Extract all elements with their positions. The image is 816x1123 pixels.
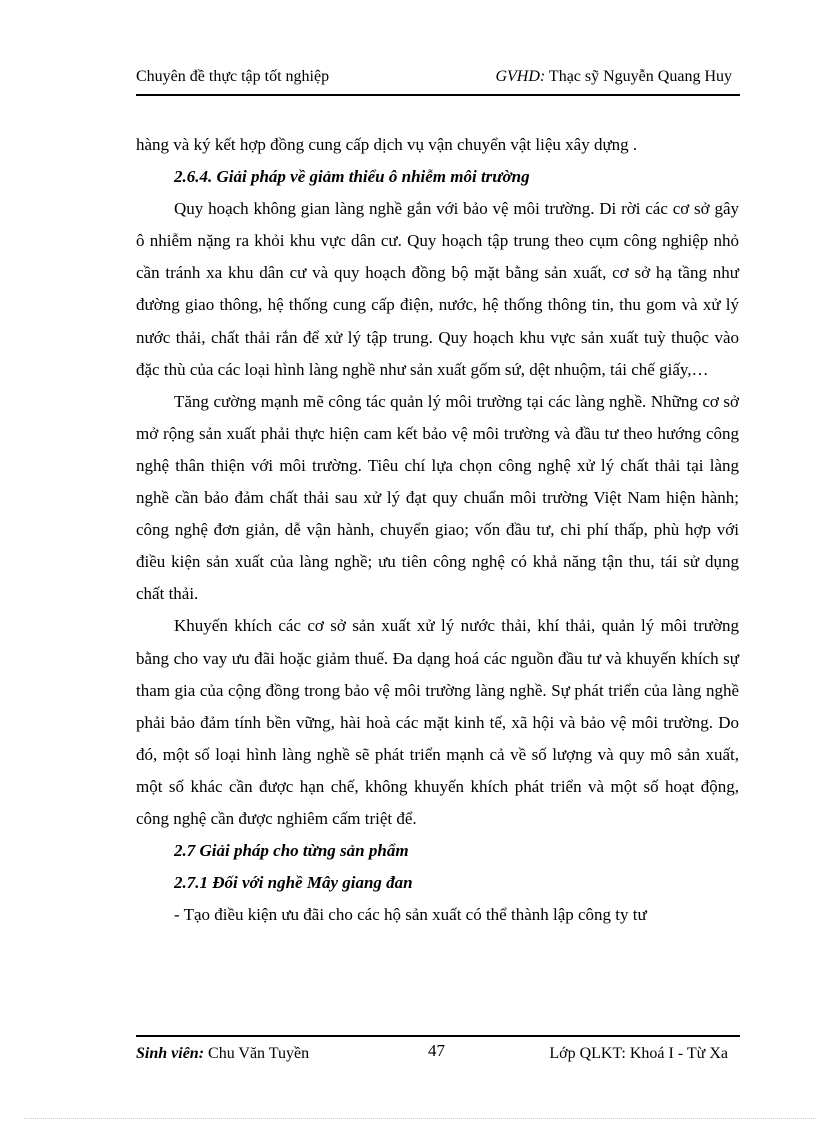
paragraph-bullet: - Tạo điều kiện ưu đãi cho các hộ sản xuất có thể thành lập công ty tư — [174, 905, 647, 925]
paragraph-intro: hàng và ký kết hợp đồng cung cấp dịch vụ vận chuyển vật liệu xây dựng . — [136, 135, 638, 154]
footer-class: Lớp QLKT: Khoá I - Từ Xa — [549, 1045, 728, 1062]
paragraph-management: Tăng cường mạnh mẽ công tác quản lý môi trường tại các làng nghề. Những cơ sở mở rộng sản xuất phải thực hiện cam kết bảo vệ môi trường và đầu tư theo hướng công nghệ thân thiện với môi trường. Tiêu chí lựa chọn công nghệ xử lý chất thải tại làng nghề cần bảo đảm chất thải sau xử lý đạt quy chuẩn môi trường Việt Nam hiện hành; công nghệ đơn giản, dễ vận hành, chuyển giao; vốn đầu tư, chi phí thấp, phù hợp với điều kiện sản xuất của làng nghề; ưu tiên công nghệ có khả năng tận thu, tái sử dụng chất thải. — [136, 391, 739, 604]
page-footer — [136, 1035, 740, 1067]
section-heading-2-7-1: 2.7.1 Đối với nghề Mây giang đan — [174, 873, 413, 893]
page-header — [136, 66, 740, 96]
header-document-title: Chuyên đề thực tập tốt nghiệp — [136, 68, 330, 85]
paragraph-incentives: Khuyến khích các cơ sở sản xuất xử lý nước thải, khí thải, quản lý môi trường bằng cho vay ưu đãi hoặc giảm thuế. Đa dạng hoá các nguồn đầu tư và khuyến khích sự tham gia của cộng đồng trong bảo vệ môi trường làng nghề. Sự phát triển của làng nghề phải bảo đảm tính bền vững, hài hoà các mặt kinh tế, xã hội và bảo vệ môi trường. Do đó, một số loại hình làng nghề sẽ phát triển mạnh cả về số lượng và quy mô sản xuất, một số khác cần được hạn chế, không khuyến khích phát triển và một số hoạt động, công nghệ cần được nghiêm cấm triệt để. — [136, 616, 739, 828]
bottom-dotted-rule — [24, 1118, 816, 1119]
section-heading-2-6-4: 2.6.4. Giải pháp về giảm thiểu ô nhiễm môi trường — [174, 167, 530, 187]
footer-student-name: Chu Văn Tuyền — [208, 1045, 310, 1062]
section-heading-2-7: 2.7 Giải pháp cho từng sản phẩm — [174, 841, 409, 861]
page-body — [136, 129, 739, 931]
page-number: 47 — [428, 1041, 445, 1060]
footer-student-label: Sinh viên: — [136, 1045, 205, 1062]
header-supervisor-name: Thạc sỹ Nguyễn Quang Huy — [548, 68, 732, 85]
footer-student — [136, 1045, 309, 1063]
header-supervisor — [495, 68, 732, 86]
header-supervisor-label: GVHD: — [495, 68, 546, 85]
paragraph-planning: Quy hoạch không gian làng nghề gắn với bảo vệ môi trường. Di rời các cơ sở gây ô nhiễm nặng ra khỏi khu vực dân cư. Quy hoạch tập trung theo cụm công nghiệp nhỏ cần tránh xa khu dân cư và quy hoạch đồng bộ mặt bằng sản xuất, cơ sở hạ tầng như đường giao thông, hệ thống cung cấp điện, nước, hệ thống thông tin, thu gom và xử lý nước thải, chất thải rắn để xử lý tập trung. Quy hoạch khu vực sản xuất tuỳ thuộc vào đặc thù của các loại hình làng nghề như sản xuất gốm sứ, dệt nhuộm, tái chế giấy,… — [136, 199, 739, 379]
